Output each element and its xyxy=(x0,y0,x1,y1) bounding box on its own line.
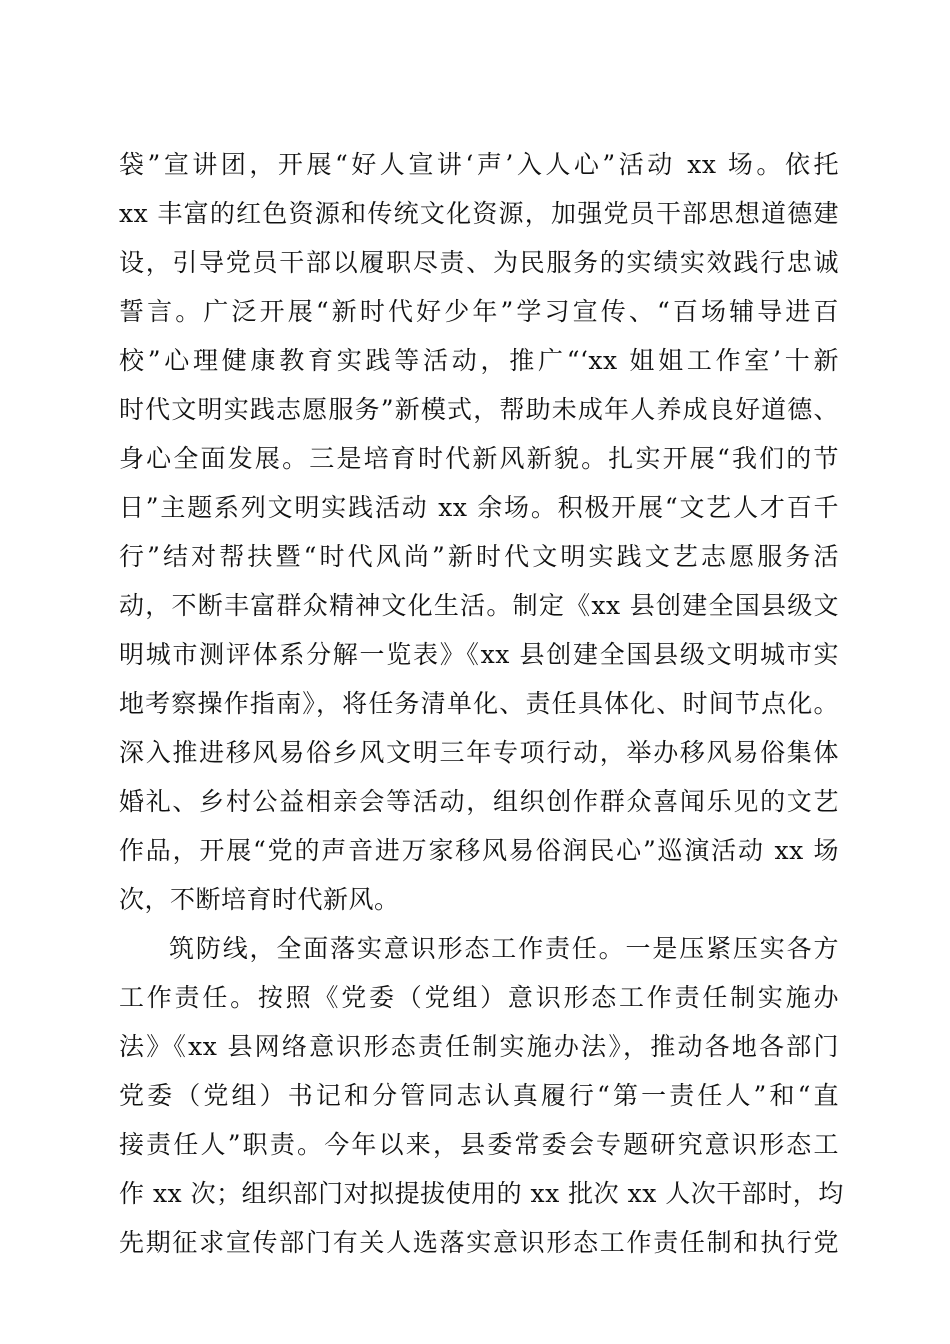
text-line: 婚礼、乡村公益相亲会等活动，组织创作群众喜闻乐见的文艺 xyxy=(119,787,839,816)
text-line: 法》《xx 县网络意识形态责任制实施办法》，推动各地各部门 xyxy=(119,1032,839,1061)
text-line: 时代文明实践志愿服务”新模式，帮助未成年人养成良好道德、 xyxy=(119,395,839,424)
text-line: 筑防线，全面落实意识形态工作责任。一是压紧压实各方 xyxy=(169,934,839,963)
text-line: 深入推进移风易俗乡风文明三年专项行动，举办移风易俗集体 xyxy=(119,738,839,767)
text-line: xx 丰富的红色资源和传统文化资源，加强党员干部思想道德建 xyxy=(119,199,839,228)
text-line: 行”结对帮扶暨“时代风尚”新时代文明实践文艺志愿服务活 xyxy=(119,542,839,571)
text-line: 党委（党组）书记和分管同志认真履行“第一责任人”和“直 xyxy=(119,1081,839,1110)
text-line: 先期征求宣传部门有关人选落实意识形态工作责任制和执行党 xyxy=(119,1228,839,1257)
body-text xyxy=(119,140,844,1267)
text-line: 次，不断培育时代新风。 xyxy=(119,885,400,914)
text-line: 誓言。广泛开展“新时代好少年”学习宣传、“百场辅导进百 xyxy=(119,297,839,326)
text-line: 作品，开展“党的声音进万家移风易俗润民心”巡演活动 xx 场 xyxy=(119,836,839,865)
text-line: 动，不断丰富群众精神文化生活。制定《xx 县创建全国县级文 xyxy=(119,591,839,620)
text-line: 作 xx 次；组织部门对拟提拔使用的 xx 批次 xx 人次干部时，均 xyxy=(119,1179,844,1208)
text-line: 地考察操作指南》，将任务清单化、责任具体化、时间节点化。 xyxy=(119,689,839,718)
text-line: 设，引导党员干部以履职尽责、为民服务的实绩实效践行忠诚 xyxy=(119,248,839,277)
text-line: 袋”宣讲团，开展“好人宣讲‘声’入人心”活动 xx 场。依托 xyxy=(119,150,839,179)
text-line: 明城市测评体系分解一览表》《xx 县创建全国县级文明城市实 xyxy=(119,640,839,669)
text-line: 校”心理健康教育实践等活动，推广“‘xx 姐姐工作室’十新 xyxy=(119,346,839,375)
text-line: 身心全面发展。三是培育时代新风新貌。扎实开展“我们的节 xyxy=(119,444,839,473)
text-line: 工作责任。按照《党委（党组）意识形态工作责任制实施办 xyxy=(119,983,839,1012)
text-line: 接责任人”职责。今年以来，县委常委会专题研究意识形态工 xyxy=(119,1130,839,1159)
text-line: 日”主题系列文明实践活动 xx 余场。积极开展“文艺人才百千 xyxy=(119,493,839,522)
